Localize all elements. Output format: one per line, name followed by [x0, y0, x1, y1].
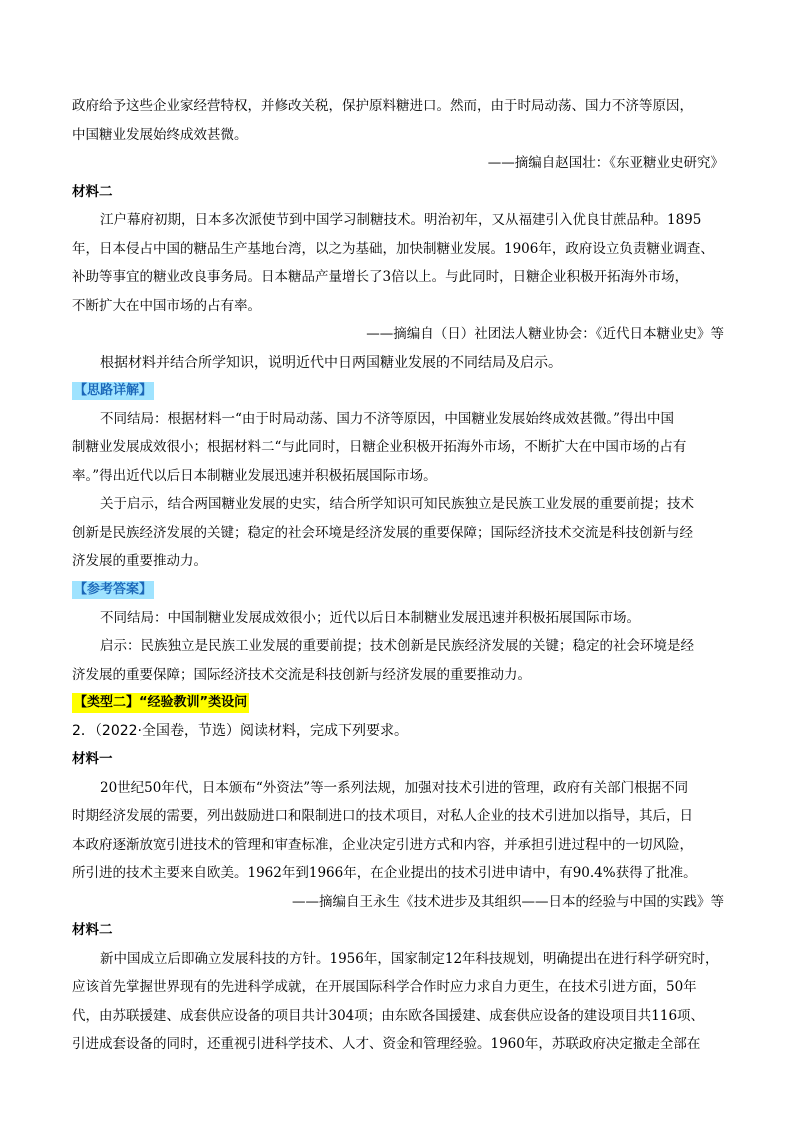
- text-line: 不断扩大在中国市场的占有率。: [72, 297, 261, 314]
- text-line: 关于启示，结合两国糖业发展的史实，结合所学知识可知民族独立是民族工业发展的重要前提；技术: [100, 496, 694, 512]
- analysis-heading: [72, 377, 724, 405]
- text-line: 政府给予这些企业家经营特权，并修改关税，保护原料糖进口。然而，由于时局动荡、国力不济等原因，: [72, 98, 693, 114]
- material-paragraph: [72, 206, 724, 320]
- text-line: 率。”得出近代以后日本制糖业发展迅速并积极拓展国际市场。: [72, 467, 437, 484]
- text-line: 创新是民族经济发展的关键；稳定的社会环境是经济发展的重要保障；国际经济技术交流是科技创新与经: [72, 524, 693, 541]
- answer-paragraph: [72, 632, 724, 689]
- analysis-label: 【思路详解】: [74, 382, 153, 398]
- text-line: 济发展的重要推动力。: [72, 553, 207, 569]
- text-line: 引进成套设备的同时，还重视引进科学技术、人才、资金和管理经验。1960年，苏联政府决定撤走全部在: [72, 1036, 701, 1052]
- material-paragraph: [72, 774, 724, 888]
- text-line: 应该首先掌握世界现有的先进科学成就，在开展国际科学合作时应力求自力更生，在技术引进方面，50年: [72, 979, 697, 995]
- type-heading: [72, 689, 724, 717]
- text-line: 启示：民族独立是民族工业发展的重要前提；技术创新是民族经济发展的关键；稳定的社会环境是经: [100, 638, 694, 654]
- question-text: 根据材料并结合所学知识，说明近代中日两国糖业发展的不同结局及启示。: [100, 354, 562, 371]
- material-paragraph: [72, 945, 724, 1059]
- text-line: 代，由苏联援建、成套供应设备的项目共计304项；由东欧各国援建、成套供应设备的建设项目共116项、: [72, 1007, 705, 1024]
- text-line: 新中国成立后即确立发展科技的方针。1956年，国家制定12年科技规划，明确提出在进行科学研究时，: [100, 950, 719, 967]
- source-citation: ——摘编自王永生《技术进步及其组织——日本的经验与中国的实践》等: [292, 893, 724, 910]
- text-line: 济发展的重要保障；国际经济技术交流是科技创新与经济发展的重要推动力。: [72, 666, 531, 683]
- text-line: 江户幕府初期，日本多次派使节到中国学习制糖技术。明治初年，又从福建引入优良甘蔗品种。1895: [100, 212, 702, 228]
- text-line: 时期经济发展的需要，列出鼓励进口和限制进口的技术项目，对私人企业的技术引进加以指导，其后，日: [72, 808, 693, 824]
- material-label: 材料一: [72, 751, 113, 767]
- answer-label: 【参考答案】: [74, 581, 153, 597]
- text-line: 中国糖业发展始终成效甚微。: [72, 126, 248, 143]
- source-citation: ——摘编自赵国壮：《东亚糖业史研究》: [487, 155, 724, 171]
- text-line: 年，日本侵占中国的糖品生产基地台湾，以之为基础，加快制糖业发展。1906年，政府设立负责糖业调查、: [72, 240, 714, 257]
- text-line: 20世纪50年代，日本颁布“外资法”等一系列法规，加强对技术引进的管理，政府有关部门根据不同: [100, 779, 689, 796]
- text-line: 不同结局：根据材料一“由于时局动荡、国力不济等原因，中国糖业发展始终成效甚微。”得出中国: [100, 410, 675, 427]
- text-line: 补助等事宜的糖业改良事务局。日本糖品产量增长了3倍以上。与此同时，日糖企业积极开拓海外市场，: [72, 269, 689, 285]
- material-label: 材料二: [72, 183, 113, 200]
- answer-line: 不同结局：中国制糖业发展成效很小；近代以后日本制糖业发展迅速并积极拓展国际市场。: [100, 609, 640, 626]
- type2-label: 【类型二】“经验教训”类设问: [72, 693, 249, 713]
- analysis-paragraph: [72, 490, 724, 576]
- material-label: 材料二: [72, 922, 113, 938]
- document-content: [72, 92, 724, 1059]
- text-line: 所引进的技术主要来自欧美。1962年到1966年，在企业提出的技术引进申请中，有90.4%获得了批准。: [72, 865, 697, 881]
- text-line: 制糖业发展成效很小；根据材料二“与此同时，日糖企业积极开拓海外市场，不断扩大在中国市场的占有: [72, 439, 687, 455]
- text-line: 本政府逐渐放宽引进技术的管理和审查标准，企业决定引进方式和内容，并承担引进过程中的一切风险，: [72, 836, 693, 853]
- analysis-paragraph: [72, 405, 724, 491]
- answer-heading: [72, 576, 724, 604]
- source-citation: ——摘编自（日）社团法人糖业协会：《近代日本糖业史》等: [366, 326, 724, 342]
- paragraph-continued: [72, 92, 724, 149]
- question-intro: 2．（2022·全国卷，节选）阅读材料，完成下列要求。: [72, 723, 408, 739]
